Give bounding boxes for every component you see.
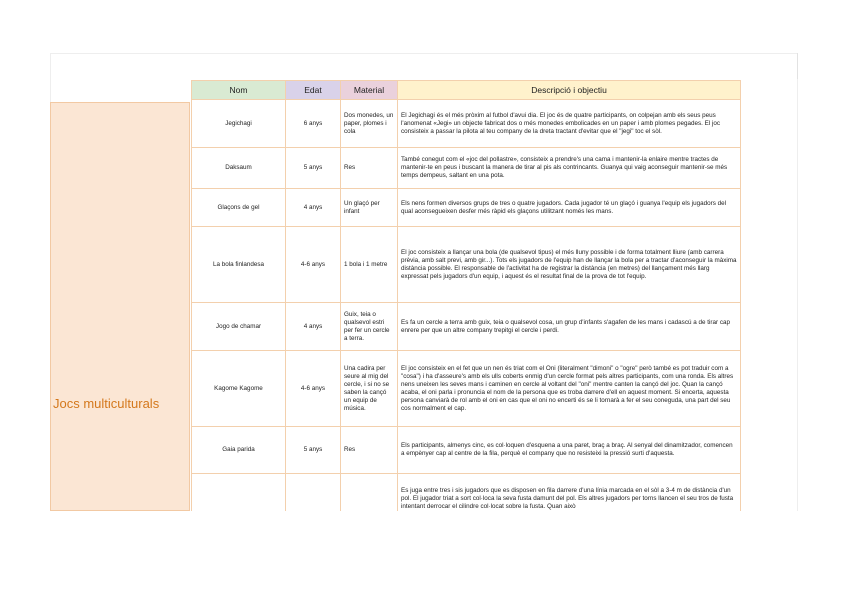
cell-nom: Glaçons de gel bbox=[192, 189, 286, 227]
header-row bbox=[192, 81, 741, 100]
cell-edat: 4-6 anys bbox=[286, 227, 341, 303]
cell-nom: La bola finlandesa bbox=[192, 227, 286, 303]
cell-edat: 4 anys bbox=[286, 189, 341, 227]
cell-material: Guix, teia o qualsevol estri per fer un cercle a terra. bbox=[341, 303, 398, 351]
cell-nom: Kagome Kagome bbox=[192, 351, 286, 427]
cell-material: Res bbox=[341, 148, 398, 189]
table-row bbox=[192, 351, 741, 427]
cell-descripcio: El joc consisteix a llançar una bola (de qualsevol tipus) el més lluny possible i de forma totalment lliure (amb carrera prèvia, amb salt previ, amb gir...). Tots els jugadors de l'equip han de llançar la bola per a tractar d'aconseguir la màxima distància possible. El responsable de l'activitat ha de registrar la distància (en metres) del llançament més llarg expressat pels jugadors d'un equip, i aquest és el resultat final de la prova de tot l'equip. bbox=[398, 227, 741, 303]
cell-nom: Daksaum bbox=[192, 148, 286, 189]
header-edat: Edat bbox=[286, 81, 341, 100]
section-label: Jocs multiculturals bbox=[53, 396, 160, 411]
cell-material: Una cadira per seure al mig del cercle, i si no se saben la cançó un equip de música. bbox=[341, 351, 398, 427]
cell-nom: Jegichagi bbox=[192, 100, 286, 148]
cell-material: Res bbox=[341, 427, 398, 474]
table-row bbox=[192, 227, 741, 303]
table-row bbox=[192, 148, 741, 189]
section-label-cell bbox=[50, 102, 190, 511]
table-row bbox=[192, 427, 741, 474]
table-row bbox=[192, 100, 741, 148]
cell-descripcio: Els nens formen diversos grups de tres o quatre jugadors. Cada jugador té un glaçó i guanya l'equip els jugadors del qual aconsegueixen desfer més ràpid els glaçons utilitzant només les mans. bbox=[398, 189, 741, 227]
cell-material: Dos monedes, un paper, plomes i cola bbox=[341, 100, 398, 148]
cell-descripcio: El joc consisteix en el fet que un nen és triat com el Oni (literalment "dimoni" o "ogre" però també es pot traduir com a "cosa") i ha d'asseure's amb els ulls coberts enmig d'un cercle format pels altres participants, com una ronda. Els altres nens uneixen les seves mans i caminen en cercle al voltant del "oni" mentre canten la cançó del joc. Quan la cançó acaba, el oni parla i pronuncia el nom de la persona que es troba darrere d'ell en aquest moment. Si encerta, aquesta persona canviarà de rol amb el oni en cas que el oni no encerti és se li tornarà a fer el seu coneguda, una part del seu cos normalment el cap. bbox=[398, 351, 741, 427]
page-bottom-margin bbox=[0, 511, 848, 599]
cell-edat: 5 anys bbox=[286, 427, 341, 474]
cell-edat: 5 anys bbox=[286, 148, 341, 189]
cell-nom: Jogo de chamar bbox=[192, 303, 286, 351]
table-row bbox=[192, 303, 741, 351]
games-table bbox=[191, 80, 741, 524]
table-row bbox=[192, 189, 741, 227]
header-material: Material bbox=[341, 81, 398, 100]
cell-edat: 6 anys bbox=[286, 100, 341, 148]
header-nom: Nom bbox=[192, 81, 286, 100]
cell-edat: 4 anys bbox=[286, 303, 341, 351]
column-divider bbox=[797, 53, 798, 79]
cell-material: 1 bola i 1 metre bbox=[341, 227, 398, 303]
cell-descripcio: Es fa un cercle a terra amb guix, teia o qualsevol cosa, un grup d'infants s'agafen de les mans i cadascú a de tirar cap enrere per que un altre company trepitgi el cercle i perdi. bbox=[398, 303, 741, 351]
cell-descripcio: Es juga entre tres i sis jugadors que es disposen en fila darrere d'una línia marcada en el sòl a 3-4 m de distància d'un pol. El jugador triat a sort col·loca la seva fusta damunt del pol. Els altres jugadors per torns llancen el seu tros de fusta intentant derrocar el cilindre col·locat sobre la fusta. Quan això bbox=[398, 474, 741, 524]
cell-descripcio: Els participants, almenys cinc, es col·loquen d'esquena a una paret, braç a braç. Al senyal del dinamitzador, comencen a empènyer cap al centre de la fila, perquè el company que no resisteixi la pressió surti d'aquesta. bbox=[398, 427, 741, 474]
cell-nom: Gaia parida bbox=[192, 427, 286, 474]
cell-material: Un glaçó per infant bbox=[341, 189, 398, 227]
cell-descripcio: El Jegichagi és el més pròxim al futbol d'avui dia. El joc és de quatre participants, on colpejan amb els seus peus l'anomenat «Jegi» un objecte fabricat dos o més monedes embolicades en un paper i amb plomes pegades. El joc consisteix a passar la pilota al teu company de la dreta tractant d'evitar que el "jegi" toc el sòl. bbox=[398, 100, 741, 148]
cell-edat: 4-6 anys bbox=[286, 351, 341, 427]
header-descripcio: Descripció i objectiu bbox=[398, 81, 741, 100]
cell-descripcio: També conegut com el «joc del pollastre», consisteix a prendre's una cama i mantenir-la enlaire mentre tractes de mantenir-te en peus i buscant la manera de tirar al pis als contrincants. Guanya qui vaig aconseguir mantenir-se més temps dempeus, saltant en una pota. bbox=[398, 148, 741, 189]
